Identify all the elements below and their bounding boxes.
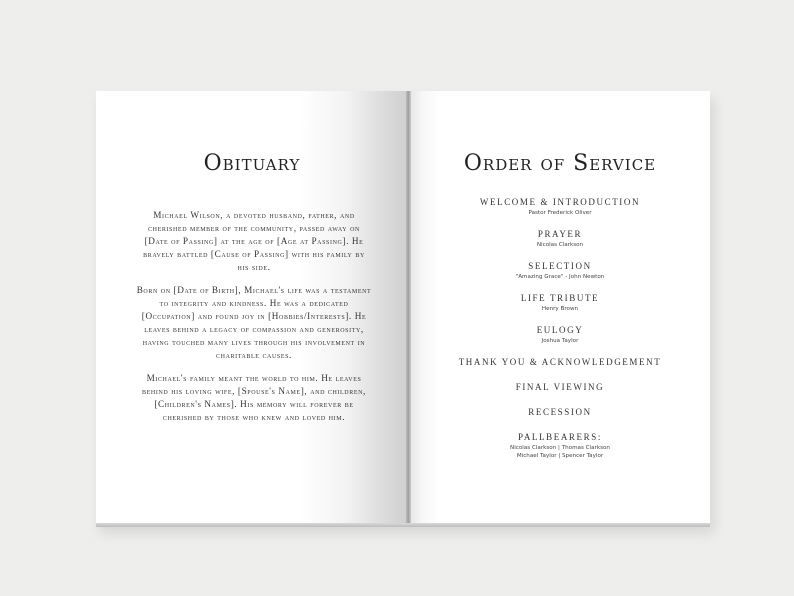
service-list: [410, 197, 710, 472]
pallbearers-title: PALLBEARERS:: [518, 432, 602, 442]
service-item: [410, 407, 710, 418]
obituary-paragraph: Born on [Date of Birth], Michael's life was a testament to integrity and kindness. He was a dedicated [Occupation] and found joy in [Hobbies/Interests]. He leaves behind a legacy of compassion and generosity, having touched many lives through his involvement in charitable causes.: [136, 285, 372, 360]
obituary-title: Obituary: [203, 151, 301, 176]
pallbearers-names: Michael Taylor | Spencer Taylor: [516, 453, 604, 459]
service-item-title: THANK YOU & ACKNOWLEDGEMENT: [458, 357, 662, 367]
service-item-person: Joshua Taylor: [541, 338, 579, 344]
service-item-title: PRAYER: [537, 229, 583, 239]
obituary-page: [96, 91, 408, 525]
service-item: [410, 325, 710, 345]
service-item-title: WELCOME & INTRODUCTION: [479, 197, 641, 207]
service-item-title: EULOGY: [536, 325, 584, 335]
service-item-title: LIFE TRIBUTE: [520, 293, 600, 303]
service-item-person: Henry Brown: [541, 306, 579, 312]
service-item-title: FINAL VIEWING: [515, 382, 605, 392]
booklet-bottom-edge: [96, 523, 710, 527]
service-item-title: SELECTION: [528, 261, 592, 271]
obituary-text: [136, 209, 372, 434]
pallbearers-section: [410, 432, 710, 460]
obituary-paragraph: Michael's family meant the world to him. He leaves behind his loving wife, [Spouse's Name], and children, [Children's Names]. His memory will forever be cherished by those who knew and loved him.: [142, 373, 366, 422]
service-item: [410, 197, 710, 217]
service-item-person: "Amazing Grace" - John Newton: [515, 274, 605, 280]
booklet-spine: [406, 91, 411, 525]
service-item-person: Pastor Frederick Oliver: [528, 210, 592, 216]
order-of-service-title: Order of Service: [463, 151, 657, 176]
service-item-person: Nicolas Clarkson: [536, 242, 584, 248]
service-item: [410, 293, 710, 313]
order-of-service-page: [410, 91, 710, 525]
service-item: [410, 261, 710, 281]
obituary-paragraph: Michael Wilson, a devoted husband, father, and cherished member of the community, passed away on [Date of Passing] at the age of [Age at Passing]. He bravely battled [Cause of Passing] with his family by his side.: [143, 210, 365, 272]
service-item: [410, 382, 710, 393]
service-item-title: RECESSION: [528, 407, 592, 417]
service-item: [410, 229, 710, 249]
booklet: [96, 91, 710, 525]
pallbearers-names: Nicolas Clarkson | Thomas Clarkson: [510, 445, 610, 451]
service-item: [410, 357, 710, 368]
